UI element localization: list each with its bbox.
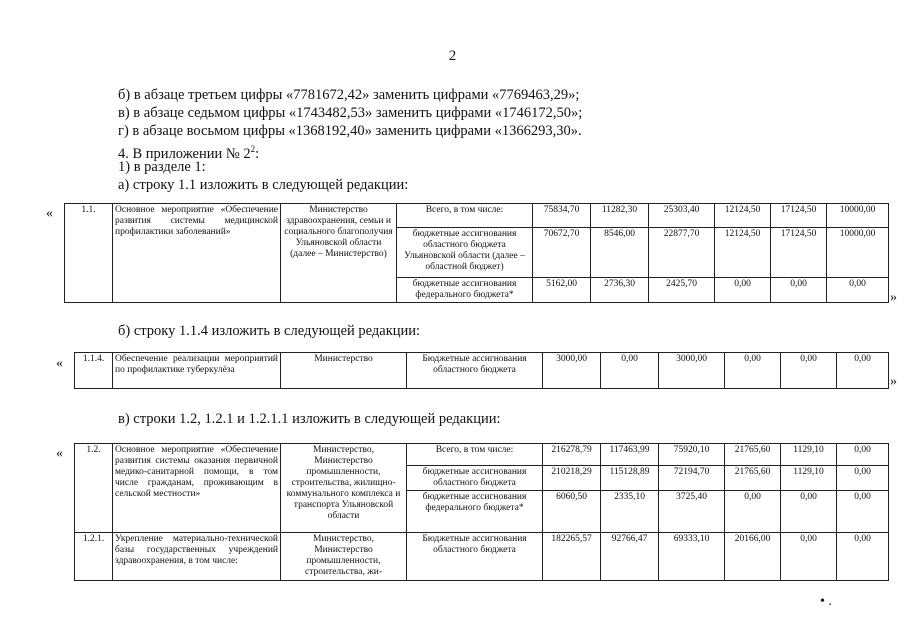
value-cell: 8546,00 <box>591 228 649 278</box>
value-cell: 17124,50 <box>771 228 827 278</box>
row-name: Укрепление материально-технической базы государственных учреждений здравоохранения, в том числе: <box>113 533 281 581</box>
value-cell: 2736,30 <box>591 278 649 303</box>
value-cell: 3000,00 <box>543 353 601 389</box>
value-cell: 0,00 <box>725 353 781 389</box>
table-row-1-1-4 <box>74 352 889 389</box>
value-cell: 75834,70 <box>533 204 591 228</box>
value-cell: 17124,50 <box>771 204 827 228</box>
funding-source: Всего, в том числе: <box>407 444 543 466</box>
row-executor: Министерство <box>281 353 407 389</box>
value-cell: 3000,00 <box>659 353 725 389</box>
value-cell: 1129,10 <box>781 444 837 466</box>
value-cell: 21765,60 <box>725 466 781 491</box>
funding-source: Всего, в том числе: <box>397 204 533 228</box>
table-row-1-1 <box>64 203 889 303</box>
paragraph-rows-1-2: в) строки 1.2, 1.2.1 и 1.2.1.1 изложить в следующей редакции: <box>118 411 501 427</box>
value-cell: 1129,10 <box>781 466 837 491</box>
appendix-superscript: 2 <box>250 144 256 154</box>
value-cell: 0,00 <box>837 444 889 466</box>
footer-marks: • . <box>820 594 832 609</box>
paragraph-row-1-1: а) строку 1.1 изложить в следующей редакции: <box>118 177 409 193</box>
funding-source: Бюджетные ассигнования областного бюджета <box>407 533 543 581</box>
value-cell: 0,00 <box>837 353 889 389</box>
row-executor: Министерство здравоохранения, семьи и социального благополучия Ульяновской области (далее – Министерство) <box>281 204 397 303</box>
value-cell: 182265,57 <box>543 533 601 581</box>
row-executor: Министерство, Министерство промышленности, строительства, жи- <box>281 533 407 581</box>
value-cell: 20166,00 <box>725 533 781 581</box>
value-cell: 0,00 <box>837 466 889 491</box>
row-name: Основное мероприятие «Обеспечение развития системы медицинской профилактики заболеваний» <box>113 204 281 303</box>
quote-open-1: « <box>46 206 53 221</box>
value-cell: 0,00 <box>781 533 837 581</box>
value-cell: 21765,60 <box>725 444 781 466</box>
value-cell: 75920,10 <box>659 444 725 466</box>
value-cell: 210218,29 <box>543 466 601 491</box>
value-cell: 2335,10 <box>601 491 659 533</box>
row-number: 1.2. <box>75 444 113 533</box>
value-cell: 0,00 <box>781 353 837 389</box>
value-cell: 6060,50 <box>543 491 601 533</box>
value-cell: 3725,40 <box>659 491 725 533</box>
value-cell: 115128,89 <box>601 466 659 491</box>
value-cell: 12124,50 <box>715 204 771 228</box>
quote-open-2: « <box>56 356 63 371</box>
page-number: 2 <box>448 48 457 64</box>
funding-source: бюджетные ассигнования областного бюджета <box>407 466 543 491</box>
value-cell: 0,00 <box>781 491 837 533</box>
row-name: Основное мероприятие «Обеспечение развития системы оказания первичной медико-санитарной помощи, в том числе гражданам, проживающим в сельской местности» <box>113 444 281 533</box>
paragraph-g: г) в абзаце восьмом цифры «1368192,40» заменить цифрами «1366293,30». <box>118 123 582 139</box>
value-cell: 0,00 <box>771 278 827 303</box>
value-cell: 2425,70 <box>649 278 715 303</box>
row-name: Обеспечение реализации мероприятий по профилактике туберкулёза <box>113 353 281 389</box>
table-rows-1-2 <box>74 443 889 581</box>
value-cell: 69333,10 <box>659 533 725 581</box>
value-cell: 0,00 <box>601 353 659 389</box>
appendix-colon: : <box>255 145 260 162</box>
funding-source: бюджетные ассигнования федерального бюджета* <box>407 491 543 533</box>
value-cell: 12124,50 <box>715 228 771 278</box>
quote-close-1: » <box>890 290 897 305</box>
value-cell: 25303,40 <box>649 204 715 228</box>
appendix-text: 4. В приложении № 2 <box>118 145 251 162</box>
value-cell: 216278,79 <box>543 444 601 466</box>
quote-close-2: » <box>890 374 897 389</box>
value-cell: 72194,70 <box>659 466 725 491</box>
value-cell: 11282,30 <box>591 204 649 228</box>
value-cell: 5162,00 <box>533 278 591 303</box>
row-number: 1.1. <box>65 204 113 303</box>
value-cell: 22877,70 <box>649 228 715 278</box>
value-cell: 70672,70 <box>533 228 591 278</box>
value-cell: 10000,00 <box>827 228 889 278</box>
value-cell: 0,00 <box>715 278 771 303</box>
row-number: 1.2.1. <box>75 533 113 581</box>
paragraph-v: в) в абзаце седьмом цифры «1743482,53» заменить цифрами «1746172,50»; <box>118 105 583 121</box>
value-cell: 0,00 <box>837 533 889 581</box>
value-cell: 117463,99 <box>601 444 659 466</box>
quote-open-3: « <box>56 446 63 461</box>
funding-source: бюджетные ассигнования областного бюджета Ульяновской области (далее – областной бюджет) <box>397 228 533 278</box>
value-cell: 92766,47 <box>601 533 659 581</box>
value-cell: 0,00 <box>837 491 889 533</box>
value-cell: 0,00 <box>827 278 889 303</box>
paragraph-section: 1) в разделе 1: <box>118 159 206 175</box>
paragraph-row-1-1-4: б) строку 1.1.4 изложить в следующей редакции: <box>118 323 421 339</box>
funding-source: бюджетные ассигнования федерального бюджета* <box>397 278 533 303</box>
paragraph-b: б) в абзаце третьем цифры «7781672,42» заменить цифрами «7769463,29»; <box>118 87 580 103</box>
funding-source: Бюджетные ассигнования областного бюджета <box>407 353 543 389</box>
value-cell: 10000,00 <box>827 204 889 228</box>
value-cell: 0,00 <box>725 491 781 533</box>
row-executor: Министерство, Министерство промышленности, строительства, жилищно-коммунального комплекса и транспорта Ульяновской области <box>281 444 407 533</box>
row-number: 1.1.4. <box>75 353 113 389</box>
